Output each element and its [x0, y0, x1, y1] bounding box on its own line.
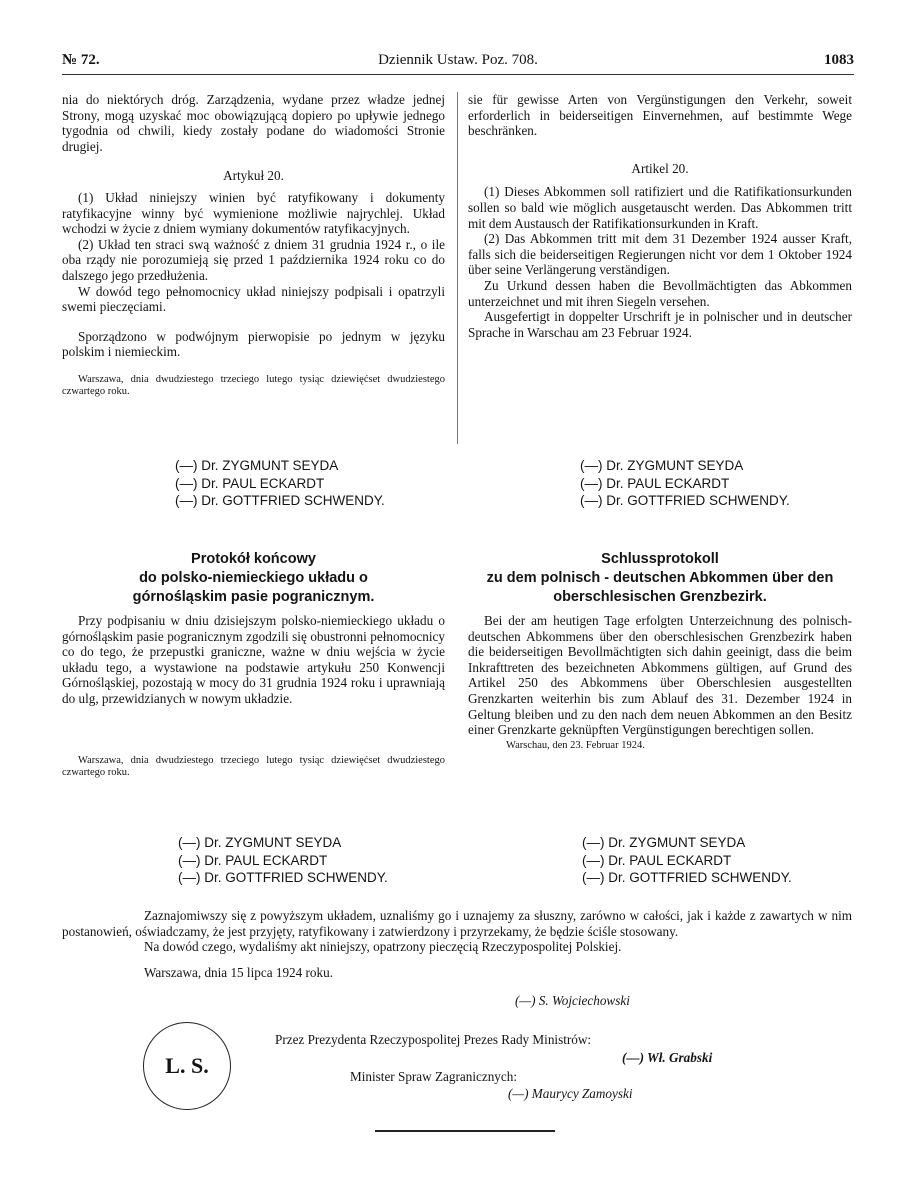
signatory: (—) Dr. GOTTFRIED SCHWENDY.: [582, 870, 792, 885]
paragraph: Przy podpisaniu w dniu dzisiejszym polsko-niemieckiego układu o górnośląskim pasie pogranicznym zgodzili się obustronni pełnomocnicy co do tego, że przepustki graniczne, ważne w dniu wejścia w życie układu tego, a wystawione na podstawie artykułu 250 Konwencji Górnośląskiej, pozostają w mocy do 31 grudnia 1924 roku i uprawniają do ulg, przewidzianych w nowym układzie.: [62, 613, 445, 706]
header-rule: [62, 74, 854, 75]
signatory: (—) Dr. GOTTFRIED SCHWENDY.: [175, 493, 385, 508]
protocol-subtitle: do polsko-niemieckiego układu o górnośląskim pasie pogranicznym.: [132, 570, 375, 605]
paragraph: Zaznajomiwszy się z powyższym układem, uznaliśmy go i uznajemy za słuszny, zarówno w całości, jak i każde z zawartych w nim postanowień, oświadczamy, że jest przyjęty, ratyfikowany i zatwierdzony i przyrzekamy, że będzie ściśle stosowany.: [62, 908, 852, 939]
signatory: (—) Dr. ZYGMUNT SEYDA: [582, 835, 746, 850]
paragraph: Na dowód czego, wydaliśmy akt niniejszy, opatrzony pieczęcią Rzeczypospolitej Polskiej.: [144, 939, 622, 955]
place-date: Warszawa, dnia dwudziestego trzeciego lutego tysiąc dziewięćset dwudziestego czwartego roku.: [62, 754, 445, 778]
signatory: (—) Dr. GOTTFRIED SCHWENDY.: [178, 870, 388, 885]
page-header: [62, 52, 854, 74]
paragraph: Sporządzono w podwójnym pierwopisie po jednym w języku polskim i niemieckim.: [62, 328, 445, 360]
protocol-title: Schlussprotokoll: [601, 551, 719, 567]
signatory: (—) Dr. PAUL ECKARDT: [582, 852, 732, 868]
signatures-right-bottom: [582, 834, 852, 887]
signatures-right-top: [580, 457, 850, 510]
signatory: (—) Dr. ZYGMUNT SEYDA: [175, 458, 339, 473]
prime-minister-signature: (—) Wł. Grabski: [622, 1050, 713, 1065]
foreign-minister-signature: (—) Maurycy Zamoyski: [508, 1086, 633, 1101]
right-column-bottom: [468, 550, 852, 752]
signatory: (—) Dr. GOTTFRIED SCHWENDY.: [580, 493, 790, 508]
signatures-left-top: [175, 457, 445, 510]
signatory: (—) Dr. ZYGMUNT SEYDA: [178, 835, 342, 850]
prime-minister-line: Przez Prezydenta Rzeczypospolitej Prezes Rady Ministrów:: [275, 1032, 592, 1047]
end-rule: [375, 1130, 555, 1132]
signatory: (—) Dr. ZYGMUNT SEYDA: [580, 458, 744, 473]
paragraph: W dowód tego pełnomocnicy układ niniejszy podpisali i opatrzyli swemi pieczęciami.: [62, 283, 445, 315]
signatory: (—) Dr. PAUL ECKARDT: [175, 475, 325, 491]
protocol-subtitle: zu dem polnisch - deutschen Abkommen über den oberschlesischen Grenzbezirk.: [486, 570, 834, 605]
paragraph: Bei der am heutigen Tage erfolgten Unterzeichnung des polnisch-deutschen Abkommens über den oberschlesischen Grenzbezirk haben die beiderseitigen Bevollmächtigten sich dahin geeinigt, dass die beim Inkrafttreten des bezeichneten Abkommens gültigen, auf Grund des Artikel 250 des Abkommens über Oberschlesien ausgestellten Grenzkarten weiterhin bis zum Ablauf des 31. Dezember 1924 in Geltung bleiben und zu den nach dem neuen Abkommen an den Besitz einer Grenzkarte geknüpften Vergünstigungen berechtigen sollen.: [468, 613, 852, 738]
signatory: (—) Dr. PAUL ECKARDT: [580, 475, 730, 491]
journal-title: Dziennik Ustaw. Poz. 708.: [378, 52, 538, 68]
protocol-title: Protokół końcowy: [191, 551, 316, 567]
ratification-text: [62, 908, 852, 980]
signatory: (—) Dr. PAUL ECKARDT: [178, 852, 328, 868]
president-signature: (—) S. Wojciechowski: [515, 993, 630, 1008]
paragraph: Ausgefertigt in doppelter Urschrift je in polnischer und in deutscher Sprache in Warschau am 23 Februar 1924.: [468, 309, 852, 340]
signatures-left-bottom: [178, 834, 448, 887]
paragraph: (1) Układ niniejszy winien być ratyfikowany i dokumenty ratyfikacyjne winny być wymienione możliwie najrychlej. Układ wchodzi w życie z dniem wymiany dokumentów ratyfikacyjnych.: [62, 189, 445, 237]
seal-text: L. S.: [165, 1053, 209, 1078]
column-divider: [457, 92, 458, 444]
paragraph: sie für gewisse Arten von Vergünstigungen den Verkehr, soweit erforderlich in beiderseitigen Einvernehmen, auf bestimmte Wege beschränken.: [468, 92, 852, 139]
issue-number: № 72.: [62, 52, 100, 68]
left-column-bottom: [62, 550, 445, 779]
page-number: 1083: [824, 52, 854, 68]
left-column-top: [62, 92, 445, 398]
paragraph: (1) Dieses Abkommen soll ratifiziert und die Ratifikationsurkunden sollen so bald wie möglich ausgetauscht werden. Das Abkommen tritt mit dem Austausch der Ratifikationsurkunden in Kraft.: [468, 184, 852, 231]
ratification-date: Warszawa, dnia 15 lipca 1924 roku.: [144, 964, 333, 980]
seal-stamp: [143, 1022, 231, 1110]
article-title: Artykuł 20.: [223, 168, 284, 184]
paragraph: (2) Układ ten straci swą ważność z dniem 31 grudnia 1924 r., o ile oba rządy nie porozumieją się przed 1 października 1924 roku co do dalszego jego przedłużenia.: [62, 236, 445, 283]
foreign-minister-line: Minister Spraw Zagranicznych:: [350, 1069, 517, 1084]
place-date: Warschau, den 23. Februar 1924.: [506, 739, 645, 751]
paragraph: nia do niektórych dróg. Zarządzenia, wydane przez władze jednej Strony, mogą uzyskać moc obowiązującą dopiero po upływie jednego tygodnia od chwili, kiedy zostały podane do wiadomości Stronie drugiej.: [62, 92, 445, 154]
paragraph: (2) Das Abkommen tritt mit dem 31 Dezember 1924 ausser Kraft, falls sich die beiderseitigen Regierungen nicht vor dem 1 Oktober 1924 über seine Verlängerung verständigen.: [468, 231, 852, 278]
place-date: Warszawa, dnia dwudziestego trzeciego lutego tysiąc dziewięćset dwudziestego czwartego roku.: [62, 373, 445, 397]
article-title: Artikel 20.: [631, 160, 689, 176]
right-column-top: [468, 92, 852, 340]
paragraph: Zu Urkund dessen haben die Bevollmächtigten das Abkommen unterzeichnet und mit ihren Siegeln versehen.: [468, 277, 852, 309]
